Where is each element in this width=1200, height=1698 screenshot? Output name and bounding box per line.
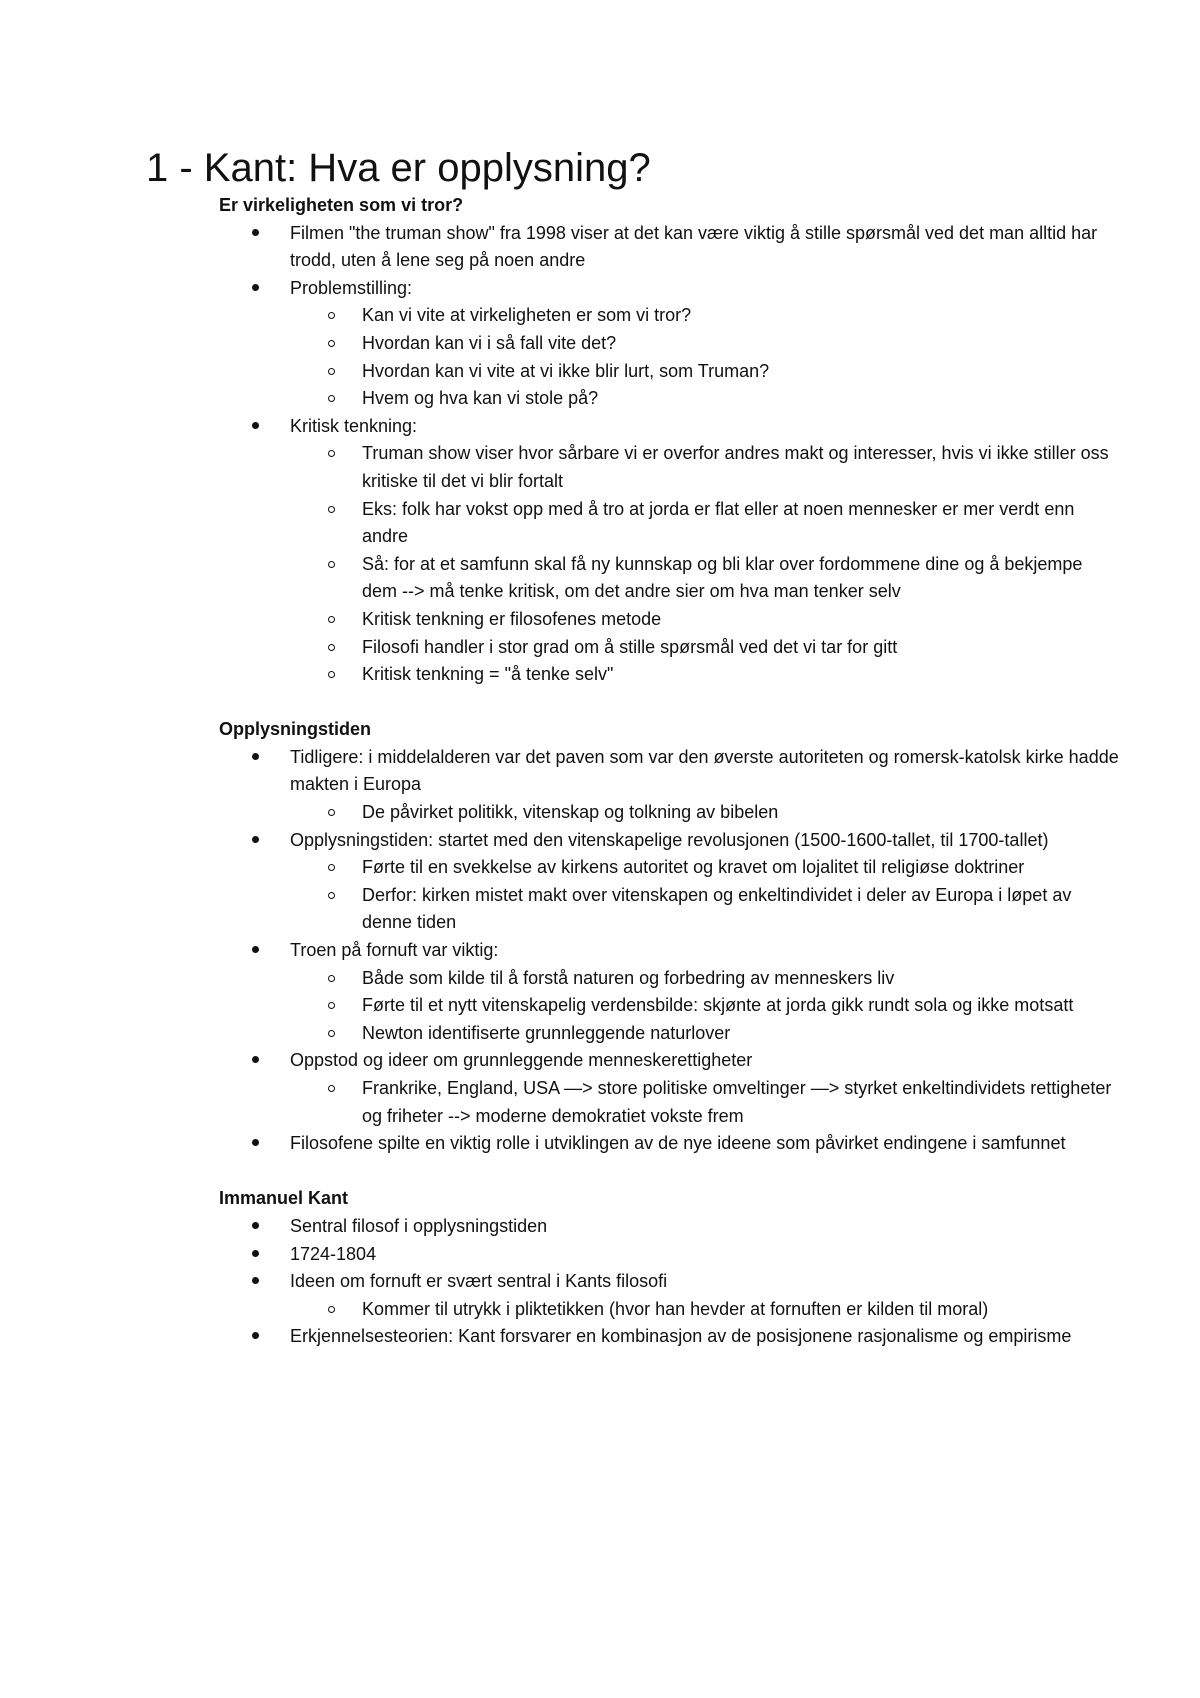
sub-list-item-text: Eks: folk har vokst opp med å tro at jorda er flat eller at noen mennesker er mer verdt enn andre xyxy=(362,498,1075,547)
sub-list-item xyxy=(290,661,1119,689)
list-item xyxy=(219,1323,1119,1351)
list-item-text: Problemstilling: xyxy=(290,277,413,298)
sub-list-item xyxy=(290,440,1119,495)
circle-bullet-icon xyxy=(328,1030,335,1037)
sub-list-item-text: Så: for at et samfunn skal få ny kunnskap og bli klar over fordommene dine og å bekjempe dem --> må tenke kritisk, om det andre sier om hva man tenker selv xyxy=(362,553,1083,602)
bullet-icon xyxy=(252,946,259,953)
list-item-text: Sentral filosof i opplysningstiden xyxy=(290,1215,548,1236)
sub-list-item-text: Hvordan kan vi i så fall vite det? xyxy=(362,332,617,353)
list-item-text: Filosofene spilte en viktig rolle i utviklingen av de nye ideene som påvirket endingene i samfunnet xyxy=(290,1133,1066,1154)
sub-bullet-list xyxy=(290,1075,1119,1130)
circle-bullet-icon xyxy=(328,561,335,568)
sub-list-item-text: Filosofi handler i stor grad om å stille spørsmål ved det vi tar for gitt xyxy=(362,636,898,657)
bullet-icon xyxy=(252,1332,259,1339)
sub-bullet-list xyxy=(290,440,1119,688)
sub-list-item xyxy=(290,1075,1119,1130)
sub-list-item xyxy=(290,330,1119,358)
section-spacer xyxy=(219,1158,1119,1186)
sub-list-item-text: Kritisk tenkning er filosofenes metode xyxy=(362,608,662,629)
sub-list-item xyxy=(290,358,1119,386)
sub-list-item xyxy=(290,854,1119,882)
bullet-icon xyxy=(252,836,259,843)
list-item xyxy=(219,220,1119,275)
bullet-icon xyxy=(252,753,259,760)
sub-list-item-text: Førte til et nytt vitenskapelig verdensbilde: skjønte at jorda gikk rundt sola og ikke motsatt xyxy=(362,995,1074,1016)
circle-bullet-icon xyxy=(328,1306,335,1313)
sub-list-item xyxy=(290,1296,1119,1324)
list-item xyxy=(219,1241,1119,1269)
bullet-icon xyxy=(252,1277,259,1284)
sub-list-item-text: Newton identifiserte grunnleggende naturlover xyxy=(362,1022,731,1043)
sub-list-item xyxy=(290,1020,1119,1048)
sub-list-item xyxy=(290,882,1119,937)
circle-bullet-icon xyxy=(328,892,335,899)
bullet-icon xyxy=(252,1056,259,1063)
sub-list-item xyxy=(290,302,1119,330)
section-heading: Opplysningstiden xyxy=(219,719,372,740)
list-item xyxy=(219,937,1119,1047)
sub-list-item xyxy=(290,551,1119,606)
sub-list-item xyxy=(290,965,1119,993)
list-item xyxy=(219,827,1119,937)
list-item-text: Erkjennelsesteorien: Kant forsvarer en kombinasjon av de posisjonene rasjonalisme og empirisme xyxy=(290,1326,1072,1347)
circle-bullet-icon xyxy=(328,312,335,319)
bullet-icon xyxy=(252,1222,259,1229)
circle-bullet-icon xyxy=(328,644,335,651)
list-item-text: Troen på fornuft var viktig: xyxy=(290,940,499,961)
circle-bullet-icon xyxy=(328,340,335,347)
list-item-text: Kritisk tenkning: xyxy=(290,415,418,436)
circle-bullet-icon xyxy=(328,506,335,513)
circle-bullet-icon xyxy=(328,1085,335,1092)
circle-bullet-icon xyxy=(328,864,335,871)
list-item-text: 1724-1804 xyxy=(290,1243,377,1264)
circle-bullet-icon xyxy=(328,450,335,457)
bullet-list xyxy=(219,744,1119,1158)
circle-bullet-icon xyxy=(328,395,335,402)
sub-bullet-list xyxy=(290,965,1119,1048)
list-item xyxy=(219,744,1119,827)
sub-bullet-list xyxy=(290,799,1119,827)
document-body xyxy=(219,192,1119,1351)
circle-bullet-icon xyxy=(328,368,335,375)
sub-list-item-text: Kritisk tenkning = "å tenke selv" xyxy=(362,664,614,685)
circle-bullet-icon xyxy=(328,616,335,623)
sub-list-item-text: De påvirket politikk, vitenskap og tolkning av bibelen xyxy=(362,802,779,823)
sub-bullet-list xyxy=(290,854,1119,937)
sub-list-item xyxy=(290,385,1119,413)
bullet-icon xyxy=(252,1139,259,1146)
list-item xyxy=(219,275,1119,413)
list-item-text: Opplysningstiden: startet med den vitenskapelige revolusjonen (1500-1600-tallet, til 1700-tallet) xyxy=(290,829,1049,850)
sub-list-item xyxy=(290,496,1119,551)
section-heading: Immanuel Kant xyxy=(219,1188,349,1209)
sub-list-item-text: Kommer til utrykk i pliktetikken (hvor han hevder at fornuften er kilden til moral) xyxy=(362,1298,989,1319)
list-item xyxy=(219,1047,1119,1130)
sub-list-item xyxy=(290,799,1119,827)
sub-list-item xyxy=(290,606,1119,634)
bullet-icon xyxy=(252,229,259,236)
section-heading: Er virkeligheten som vi tror? xyxy=(219,195,464,215)
list-item-text: Ideen om fornuft er svært sentral i Kants filosofi xyxy=(290,1271,668,1292)
sub-list-item-text: Frankrike, England, USA —> store politiske omveltinger —> styrket enkeltindividets rettigheter og friheter --> moderne demokratiet vokste frem xyxy=(362,1078,1112,1126)
sub-bullet-list xyxy=(290,302,1119,412)
sub-list-item-text: Kan vi vite at virkeligheten er som vi tror? xyxy=(362,305,692,326)
section-spacer xyxy=(219,689,1119,717)
bullet-icon xyxy=(252,284,259,291)
sub-list-item-text: Truman show viser hvor sårbare vi er overfor andres makt og interesser, hvis vi ikke stiller oss kritiske til det vi blir fortalt xyxy=(362,443,1109,491)
sub-list-item-text: Hvem og hva kan vi stole på? xyxy=(362,388,599,409)
list-item xyxy=(219,1130,1119,1158)
circle-bullet-icon xyxy=(328,671,335,678)
circle-bullet-icon xyxy=(328,975,335,982)
sub-list-item-text: Førte til en svekkelse av kirkens autoritet og kravet om lojalitet til religiøse doktriner xyxy=(362,857,1025,878)
bullet-list xyxy=(219,1213,1119,1351)
list-item-text: Filmen "the truman show" fra 1998 viser at det kan være viktig å stille spørsmål ved det man alltid har trodd, uten å lene seg på noen andre xyxy=(290,222,1098,271)
list-item xyxy=(219,1268,1119,1323)
page-title: 1 - Kant: Hva er opplysning? xyxy=(146,146,651,190)
circle-bullet-icon xyxy=(328,809,335,816)
sub-list-item xyxy=(290,992,1119,1020)
sub-list-item-text: Både som kilde til å forstå naturen og forbedring av menneskers liv xyxy=(362,967,895,988)
list-item-text: Oppstod og ideer om grunnleggende menneskerettigheter xyxy=(290,1050,753,1071)
sub-bullet-list xyxy=(290,1296,1119,1324)
list-item xyxy=(219,413,1119,689)
sub-list-item xyxy=(290,634,1119,662)
list-item-text: Tidligere: i middelalderen var det paven som var den øverste autoriteten og romersk-katolsk kirke hadde makten i Europa xyxy=(290,746,1119,795)
list-item xyxy=(219,1213,1119,1241)
bullet-icon xyxy=(252,1250,259,1257)
circle-bullet-icon xyxy=(328,1002,335,1009)
bullet-list xyxy=(219,220,1119,689)
sub-list-item-text: Derfor: kirken mistet makt over vitenskapen og enkeltindividet i deler av Europa i løpet av denne tiden xyxy=(362,884,1072,933)
sub-list-item-text: Hvordan kan vi vite at vi ikke blir lurt, som Truman? xyxy=(362,360,770,381)
bullet-icon xyxy=(252,422,259,429)
